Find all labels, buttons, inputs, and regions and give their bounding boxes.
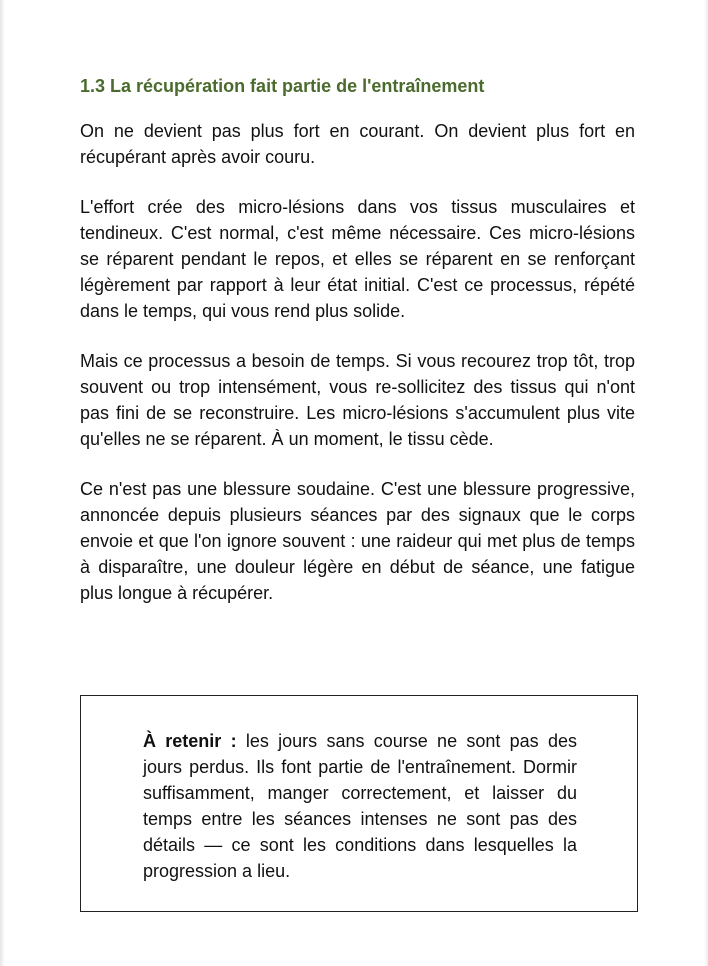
paragraph-2: L'effort crée des micro-lésions dans vos tissus musculaires et tendineux. C'est normal, c'est même nécessaire. Ces micro-lésions se réparent pendant le repos, et elles se réparent en se renforçant légèrement par rapport à leur état initial. C'est ce processus, répété dans le temps, qui vous rend plus solide.: [80, 197, 635, 321]
document-body: [80, 74, 635, 630]
paragraph-4: Ce n'est pas une blessure soudaine. C'est une blessure progressive, annoncée depuis plusieurs séances par des signaux que le corps envoie et que l'on ignore souvent : une raideur qui met plus de temps à disparaître, une douleur légère en début de séance, une fatigue plus longue à récupérer.: [80, 479, 635, 603]
page-edge-left: [0, 0, 5, 966]
paragraph-3: Mais ce processus a besoin de temps. Si vous recourez trop tôt, trop souvent ou trop intensément, vous re-sollicitez des tissus qui n'ont pas fini de se reconstruire. Les micro-lésions s'accumulent plus vite qu'elles ne se réparent. À un moment, le tissu cède.: [80, 351, 635, 449]
page-edge-right: [704, 0, 708, 966]
callout-paragraph: [143, 728, 577, 884]
section-title: 1.3 La récupération fait partie de l'entraînement: [80, 76, 485, 96]
paragraph-1: On ne devient pas plus fort en courant. On devient plus fort en récupérant après avoir couru.: [80, 121, 635, 167]
callout-label: À retenir :: [143, 731, 237, 751]
key-takeaway-box: [80, 695, 638, 912]
callout-text: les jours sans course ne sont pas des jours perdus. Ils font partie de l'entraînement. Dormir suffisamment, manger correctement, et laisser du temps entre les séances intenses ne sont pas des détails — ce sont les conditions dans lesquelles la progression a lieu.: [143, 731, 577, 881]
